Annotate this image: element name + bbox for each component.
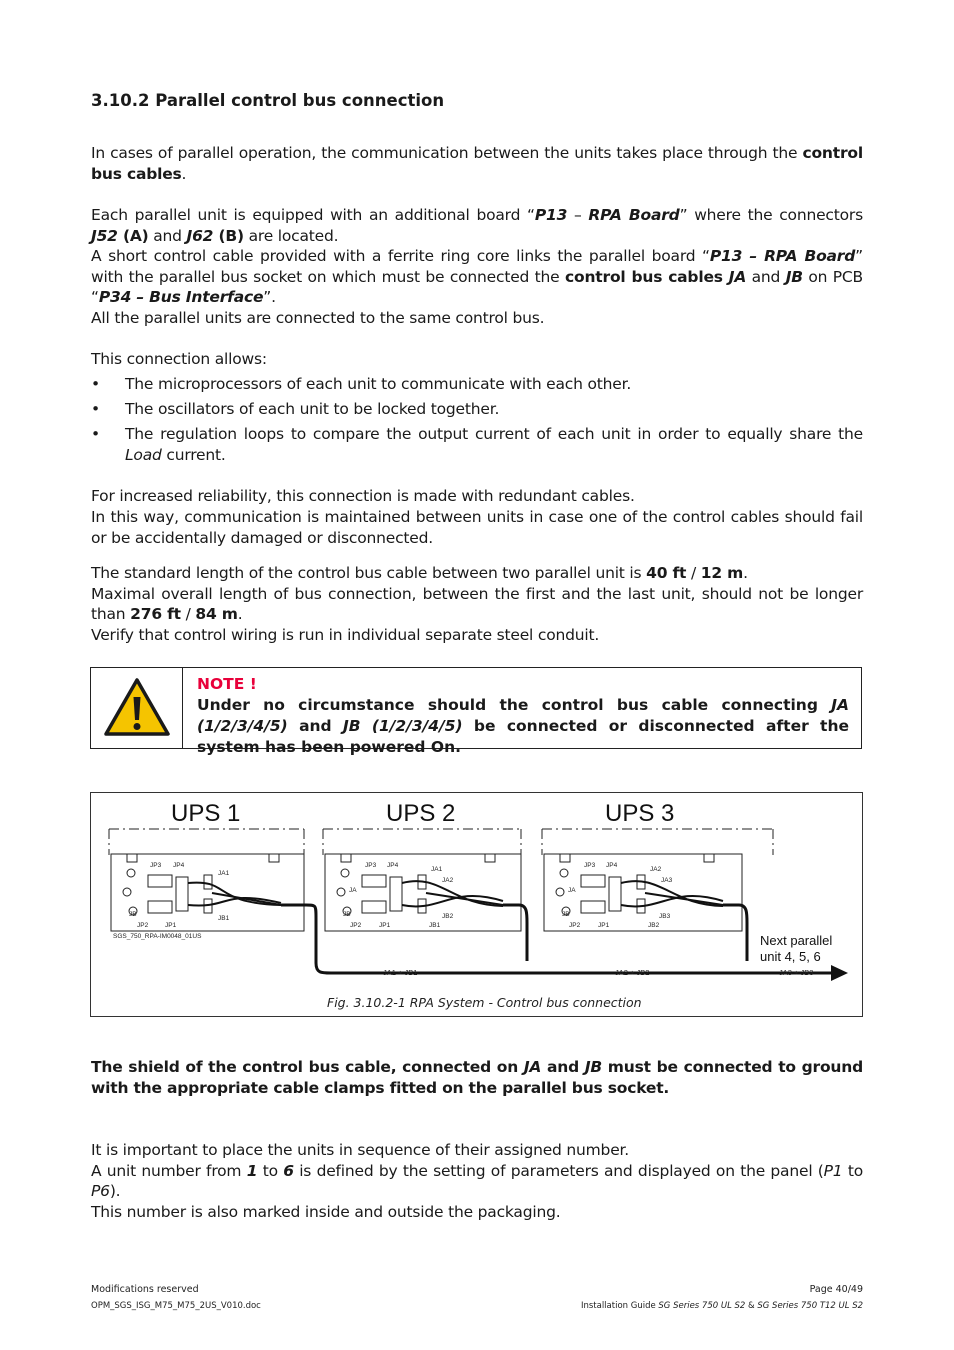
bullet-dot: • [91,400,100,418]
bold-text: 84 m [195,605,238,624]
intro-paragraph [91,143,863,184]
text: and [287,717,343,735]
bold-italic-text: JB [785,267,803,286]
text: This number is also marked inside and outside the packaging. [91,1202,561,1221]
bold-text: control bus cables [91,144,863,183]
text: ). [109,1182,121,1201]
bullet-text: The oscillators of each unit to be locked together. [125,400,500,418]
bullet-dot: • [91,375,100,393]
bold-text: 40 ft [646,564,687,582]
warning-icon [91,668,182,748]
note-text [197,695,849,758]
note-icon-cell [91,668,183,748]
footer-page-number: Page 40/49 [809,1284,863,1295]
figure-box [90,792,863,1017]
section-heading [91,91,444,110]
jp2-label: JP2 [350,922,362,929]
bus-label-2: JA2 + JB2 [615,968,650,977]
jp3-label: JP3 [365,862,377,869]
text: ” with the parallel bus socket on which must be connected the [91,247,863,286]
sequence-paragraph [91,1140,863,1222]
text: are located. [243,226,339,245]
text: Maximal overall length of bus connection, between the first and the last unit, should not be longer than [91,584,863,624]
allows-intro: This connection allows: [91,350,267,368]
cabinet-outlines [109,829,773,855]
text: . [743,564,748,582]
text: . [181,164,187,183]
next-units-line-2: unit 4, 5, 6 [760,949,821,964]
bold-text: (B) [213,226,244,245]
bullet-item [91,424,863,468]
shield-paragraph [91,1057,863,1098]
figure-caption: Fig. 3.10.2-1 RPA System - Control bus connection [327,995,642,1010]
text: and [148,226,187,245]
text: ” where the connectors [679,206,863,224]
jb-label: JB [343,911,351,918]
jp1-label: JP1 [598,922,610,929]
bullet-text [125,424,863,465]
text: and [746,267,786,286]
bold-text: 12 m [700,564,744,582]
bold-italic-text: RPA Board [588,206,680,224]
footer-document-title [581,1301,863,1311]
reliability-line-1: For increased reliability, this connection is made with redundant cables. [91,487,635,505]
text: Under no circumstance should the control bus cable connecting [197,696,832,714]
ups2-label: UPS 2 [386,800,456,827]
italic-text: P1 [823,1161,843,1180]
cable-paragraph [91,246,863,308]
footer-left-1: Modifications reserved [91,1284,199,1295]
text: to [257,1161,284,1180]
italic-text: P6 [91,1182,110,1201]
rpa-system-diagram [91,793,862,1016]
section-title: Parallel control bus connection [155,91,445,110]
bus-label-3: JA3 + JB3 [779,968,814,977]
jb-label: JB [562,911,570,918]
jp3-label: JP3 [150,862,162,869]
jp1-label: JP1 [165,922,177,929]
bold-italic-text: JA [728,267,747,286]
bold-text: control bus cables [565,267,729,286]
text: The standard length of the control bus cable between two parallel unit is [91,564,647,582]
text: Each parallel unit is equipped with an additional board “ [91,206,535,224]
text: ”. [263,288,276,307]
bus-cables [281,905,831,973]
bold-italic-text: P13 – RPA Board [709,247,856,265]
text: / [180,605,196,624]
text: & [745,1301,758,1311]
text: must be connected to ground with the appropriate cable clamps fitted on the parallel bus socket. [91,1058,863,1097]
jb3-label: JB3 [659,913,671,920]
text: Verify that control wiring is run in individual separate steel conduit. [91,625,600,644]
text: / [686,564,701,582]
bullet-item [91,399,863,421]
jp4-label: JP4 [606,862,618,869]
bold-italic-text: 6 [283,1161,294,1180]
text: In cases of parallel operation, the communication between the units takes place through the [91,144,803,162]
bold-italic-text: J62 [186,226,214,245]
drawing-id: SGS_750_RPA-IM0048_01US [113,933,202,940]
text: A unit number from [91,1161,247,1180]
text: and [541,1058,585,1076]
text: current. [161,445,226,464]
bullet-dot: • [91,425,100,443]
board-paragraph [91,205,863,246]
bold-text: (A) [117,226,149,245]
text: The regulation loops to compare the output current of each unit in order to equally share the [125,425,863,443]
ups3-label: UPS 3 [605,800,675,827]
ja2-label: JA2 [650,866,662,873]
jp4-label: JP4 [387,862,399,869]
italic-text: JB [584,1058,602,1076]
text: on PCB “ [91,267,863,307]
bold-text: 276 ft [130,605,181,624]
jp2-label: JP2 [569,922,581,929]
italic-text: JB (1/2/3/4/5) [342,717,463,735]
note-box [90,667,862,756]
internal-cables [188,881,723,906]
footer-left-2: OPM_SGS_ISG_M75_M75_2US_V010.doc [91,1301,261,1311]
jb1-label: JB1 [218,915,230,922]
reliability-line-2: In this way, communication is maintained between units in case one of the control cables should fail or be accidentally damaged or disconnected. [91,508,863,547]
jb2-label: JB2 [648,922,660,929]
ja1-label: JA1 [431,866,443,873]
ja3-label: JA3 [661,877,673,884]
bold-italic-text: P34 – Bus Interface [98,288,264,307]
ups1-label: UPS 1 [171,800,241,827]
text: is defined by the setting of parameters and displayed on the panel ( [293,1161,824,1180]
italic-text: JA [523,1058,542,1076]
section-number: 3.10.2 [91,91,150,110]
length-paragraph [91,563,863,645]
jb-label: JB [129,911,137,918]
bold-italic-text: J52 [91,226,118,245]
ja1-label: JA1 [218,870,230,877]
bold-italic-text: 1 [246,1161,258,1180]
bus-label-1: JA1 + JB1 [383,968,418,977]
text: . [237,605,243,624]
italic-text: Load [125,445,162,464]
note-body [197,674,849,758]
arrow-next-units [831,965,848,981]
text: – [567,206,589,224]
text: be connected or disconnected after the system has been powered On. [197,717,849,756]
ja-label: JA [349,887,357,894]
ja2-label: JA2 [442,877,454,884]
italic-text: JA (1/2/3/4/5) [197,696,849,735]
bullet-item [91,374,863,396]
italic-text: SG Series 750 UL S2 [658,1301,746,1311]
text: Installation Guide [580,1301,659,1311]
jp1-label: JP1 [379,922,391,929]
same-bus-paragraph: All the parallel units are connected to the same control bus. [91,309,545,327]
text: A short control cable provided with a ferrite ring core links the parallel board “ [91,247,710,265]
jp3-label: JP3 [584,862,596,869]
next-units-line-1: Next parallel [760,933,833,948]
text: The shield of the control bus cable, connected on [91,1058,524,1076]
jp2-label: JP2 [137,922,149,929]
bold-italic-text: P13 [534,206,568,224]
jb1-label: JB1 [429,922,441,929]
jp4-label: JP4 [173,862,185,869]
text: to [842,1161,864,1180]
text: It is important to place the units in sequence of their assigned number. [91,1141,630,1159]
italic-text: SG Series 750 T12 UL S2 [757,1301,863,1311]
jb2-label: JB2 [442,913,454,920]
ja-label: JA [568,887,576,894]
note-title: NOTE ! [197,675,257,693]
bullet-text: The microprocessors of each unit to communicate with each other. [125,375,632,393]
